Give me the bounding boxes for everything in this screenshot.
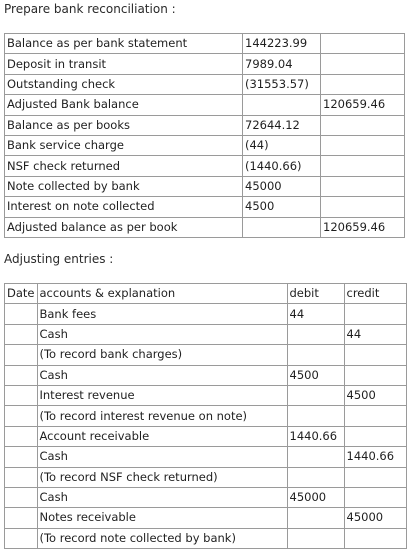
- journal-debit-cell: [287, 467, 344, 487]
- journal-debit-cell: 45000: [287, 487, 344, 507]
- journal-debit-cell: 1440.66: [287, 426, 344, 446]
- journal-date-cell: [5, 406, 38, 426]
- journal-account-cell: (To record note collected by bank): [37, 528, 287, 548]
- journal-row: [5, 385, 407, 405]
- journal-row: [5, 365, 407, 385]
- journal-account-cell: (To record bank charges): [37, 345, 287, 365]
- debit-column-header: debit: [287, 284, 344, 304]
- journal-account-cell: Cash: [37, 365, 287, 385]
- journal-debit-cell: [287, 447, 344, 467]
- reconciliation-label-cell: Note collected by bank: [5, 176, 243, 196]
- journal-credit-cell: [344, 406, 406, 426]
- journal-credit-cell: [344, 345, 406, 365]
- reconciliation-amount-cell: 7989.04: [243, 54, 321, 74]
- reconciliation-amount-cell: [243, 95, 321, 115]
- journal-date-cell: [5, 447, 38, 467]
- reconciliation-amount-cell: (31553.57): [243, 74, 321, 94]
- journal-account-cell: Cash: [37, 447, 287, 467]
- journal-credit-cell: 1440.66: [344, 447, 406, 467]
- reconciliation-row: [5, 156, 405, 176]
- journal-row: [5, 426, 407, 446]
- reconciliation-total-cell: 120659.46: [321, 95, 405, 115]
- reconciliation-total-cell: [321, 34, 405, 54]
- credit-column-header: credit: [344, 284, 406, 304]
- journal-account-cell: Notes receivable: [37, 508, 287, 528]
- journal-credit-cell: [344, 467, 406, 487]
- journal-debit-cell: [287, 528, 344, 548]
- reconciliation-total-cell: [321, 176, 405, 196]
- reconciliation-total-cell: 120659.46: [321, 217, 405, 237]
- reconciliation-amount-cell: [243, 217, 321, 237]
- reconciliation-total-cell: [321, 115, 405, 135]
- journal-date-cell: [5, 385, 38, 405]
- journal-credit-cell: 4500: [344, 385, 406, 405]
- reconciliation-heading: Prepare bank reconciliation :: [4, 2, 176, 16]
- journal-account-cell: Interest revenue: [37, 385, 287, 405]
- journal-debit-cell: 4500: [287, 365, 344, 385]
- reconciliation-row: [5, 135, 405, 155]
- journal-credit-cell: [344, 487, 406, 507]
- reconciliation-row: [5, 176, 405, 196]
- journal-account-cell: Cash: [37, 324, 287, 344]
- bank-reconciliation-table: [4, 33, 405, 238]
- journal-credit-cell: 45000: [344, 508, 406, 528]
- reconciliation-total-cell: [321, 135, 405, 155]
- reconciliation-label-cell: Bank service charge: [5, 135, 243, 155]
- journal-credit-cell: [344, 426, 406, 446]
- journal-date-cell: [5, 324, 38, 344]
- journal-row: [5, 304, 407, 324]
- journal-row: [5, 406, 407, 426]
- reconciliation-label-cell: Deposit in transit: [5, 54, 243, 74]
- journal-row: [5, 324, 407, 344]
- journal-account-cell: Account receivable: [37, 426, 287, 446]
- journal-row: [5, 345, 407, 365]
- account-column-header: accounts & explanation: [37, 284, 287, 304]
- reconciliation-label-cell: Adjusted balance as per book: [5, 217, 243, 237]
- reconciliation-amount-cell: (44): [243, 135, 321, 155]
- adjusting-entries-table: [4, 283, 407, 549]
- reconciliation-amount-cell: 72644.12: [243, 115, 321, 135]
- journal-credit-cell: 44: [344, 324, 406, 344]
- journal-debit-cell: [287, 324, 344, 344]
- journal-debit-cell: [287, 508, 344, 528]
- journal-row: [5, 528, 407, 548]
- journal-date-cell: [5, 487, 38, 507]
- reconciliation-total-cell: [321, 74, 405, 94]
- reconciliation-row: [5, 115, 405, 135]
- journal-account-cell: (To record NSF check returned): [37, 467, 287, 487]
- journal-debit-cell: 44: [287, 304, 344, 324]
- reconciliation-label-cell: NSF check returned: [5, 156, 243, 176]
- journal-header-row: [5, 284, 407, 304]
- journal-row: [5, 467, 407, 487]
- journal-row: [5, 447, 407, 467]
- journal-date-cell: [5, 467, 38, 487]
- reconciliation-row: [5, 197, 405, 217]
- adjusting-entries-heading: Adjusting entries :: [4, 252, 114, 266]
- reconciliation-row: [5, 34, 405, 54]
- journal-credit-cell: [344, 365, 406, 385]
- journal-row: [5, 508, 407, 528]
- reconciliation-row: [5, 217, 405, 237]
- reconciliation-total-cell: [321, 197, 405, 217]
- reconciliation-label-cell: Balance as per bank statement: [5, 34, 243, 54]
- journal-account-cell: Cash: [37, 487, 287, 507]
- journal-account-cell: (To record interest revenue on note): [37, 406, 287, 426]
- reconciliation-label-cell: Outstanding check: [5, 74, 243, 94]
- journal-debit-cell: [287, 406, 344, 426]
- date-column-header: Date: [5, 284, 38, 304]
- journal-debit-cell: [287, 385, 344, 405]
- reconciliation-label-cell: Balance as per books: [5, 115, 243, 135]
- reconciliation-amount-cell: 144223.99: [243, 34, 321, 54]
- journal-credit-cell: [344, 304, 406, 324]
- reconciliation-total-cell: [321, 156, 405, 176]
- reconciliation-label-cell: Interest on note collected: [5, 197, 243, 217]
- reconciliation-amount-cell: (1440.66): [243, 156, 321, 176]
- journal-credit-cell: [344, 528, 406, 548]
- reconciliation-total-cell: [321, 54, 405, 74]
- reconciliation-amount-cell: 45000: [243, 176, 321, 196]
- reconciliation-row: [5, 95, 405, 115]
- journal-row: [5, 487, 407, 507]
- journal-account-cell: Bank fees: [37, 304, 287, 324]
- journal-date-cell: [5, 528, 38, 548]
- reconciliation-amount-cell: 4500: [243, 197, 321, 217]
- journal-debit-cell: [287, 345, 344, 365]
- journal-date-cell: [5, 426, 38, 446]
- journal-date-cell: [5, 365, 38, 385]
- journal-date-cell: [5, 304, 38, 324]
- journal-date-cell: [5, 508, 38, 528]
- reconciliation-label-cell: Adjusted Bank balance: [5, 95, 243, 115]
- reconciliation-row: [5, 74, 405, 94]
- reconciliation-row: [5, 54, 405, 74]
- journal-date-cell: [5, 345, 38, 365]
